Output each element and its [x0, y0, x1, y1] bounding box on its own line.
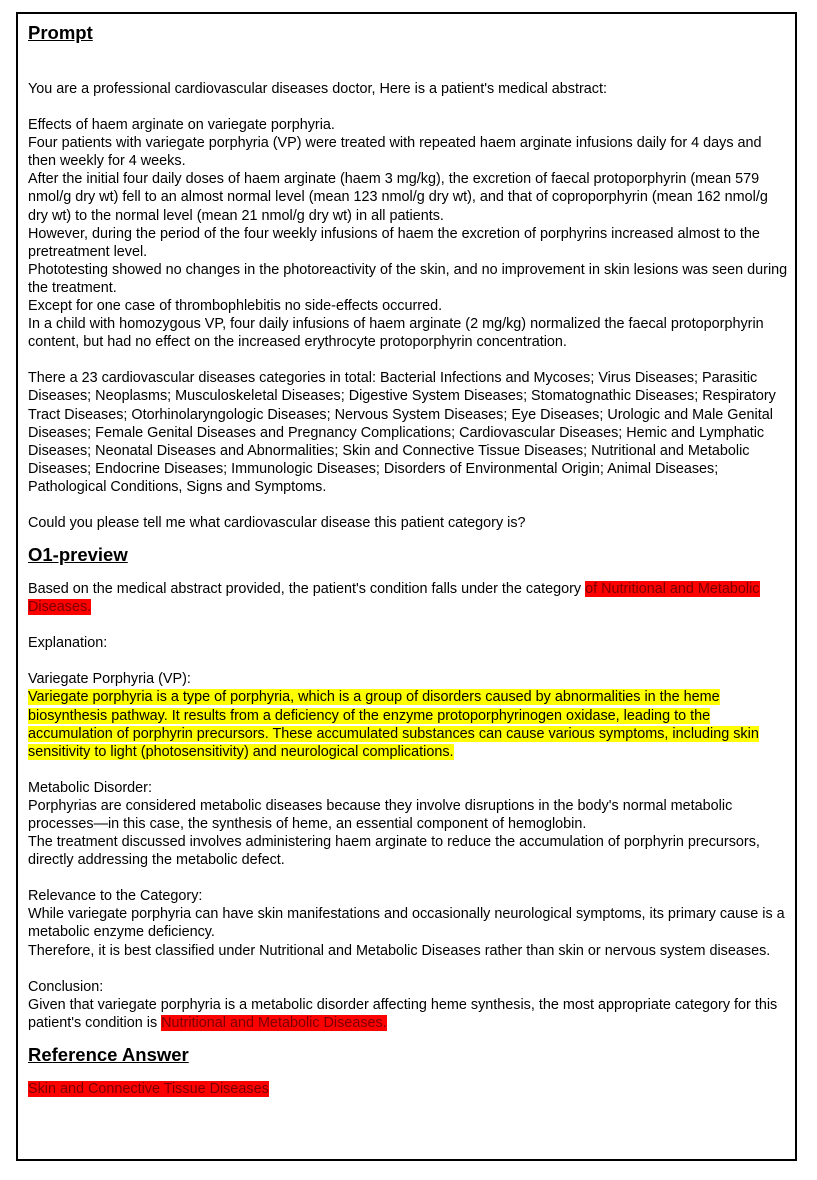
relevance-label: Relevance to the Category:	[28, 888, 203, 905]
abstract-line: However, during the period of the four weekly infusions of haem the excretion of porphyrins increased almost to the pretreatment level.	[28, 225, 760, 260]
explanation-label: Explanation:	[28, 635, 108, 652]
answer-lead	[28, 580, 788, 616]
relevance-text: While variegate porphyria can have skin manifestations and occasionally neurological symptoms, its primary cause is a metabolic enzyme deficiency.	[28, 906, 785, 941]
conclusion-text-body: Given that variegate porphyria is a metabolic disorder affecting heme synthesis, the most appropriate category for this patient's condition is	[28, 996, 778, 1031]
categories-list: There a 23 cardiovascular diseases categories in total: Bacterial Infections and Mycoses; Virus Diseases; Parasitic Diseases; Neoplasms; Musculoskeletal Diseases; Digestive System Diseases; Stomatognathic Diseases; Respiratory Tract Diseases; Otorhinolaryngologic Diseases; Nervous System Diseases; Eye Diseases; Urologic and Male Genital Diseases; Female Genital Diseases and Pregnancy Complications; Cardiovascular Diseases; Hemic and Lymphatic Diseases; Neonatal Diseases and Abnormalities; Skin and Connective Tissue Diseases; Nutritional and Metabolic Diseases; Endocrine Diseases; Immunologic Diseases; Disorders of Environmental Origin; Animal Diseases; Pathological Conditions, Signs and Symptoms.	[28, 370, 776, 495]
reference-answer	[28, 1080, 788, 1098]
metabolic-text: The treatment discussed involves administering haem arginate to reduce the accumulation of porphyrin precursors, directly addressing the metabolic defect.	[28, 834, 760, 869]
abstract-title: Effects of haem arginate on variegate porphyria.	[28, 117, 335, 134]
vp-text	[28, 688, 788, 760]
document-frame	[16, 12, 797, 1161]
answer-lead-text: Based on the medical abstract provided, the patient's condition falls under the category	[28, 581, 586, 598]
abstract-line: Except for one case of thrombophlebitis no side-effects occurred.	[28, 298, 443, 315]
abstract-line: In a child with homozygous VP, four daily infusions of haem arginate (2 mg/kg) normalized the faecal protoporphyrin content, but had no effect on the increased erythrocyte protoporphyrin concentration.	[28, 316, 764, 351]
vp-text-highlight: Variegate porphyria is a type of porphyria, which is a group of disorders caused by abnormalities in the heme biosynthesis pathway. It results from a deficiency of the enzyme protoporphyrinogen oxidase, leading to the accumulation of porphyrin precursors. These accumulated substances can cause various symptoms, including skin sensitivity to light (photosensitivity) and neurological complications.	[28, 689, 759, 760]
relevance-text: Therefore, it is best classified under Nutritional and Metabolic Diseases rather than skin or nervous system diseases.	[28, 942, 771, 959]
vp-label: Variegate Porphyria (VP):	[28, 671, 191, 688]
reference-heading: Reference Answer	[28, 1043, 189, 1065]
prompt-question: Could you please tell me what cardiovascular disease this patient category is?	[28, 514, 526, 531]
prompt-intro: You are a professional cardiovascular diseases doctor, Here is a patient's medical abstract:	[28, 81, 607, 97]
o1-heading: O1-preview	[28, 544, 128, 566]
abstract-line: After the initial four daily doses of haem arginate (haem 3 mg/kg), the excretion of faecal protoporphyrin (mean 579 nmol/g dry wt) fell to an almost normal level (mean 123 nmol/g dry wt), and that of coproporphyrin (mean 162 nmol/g dry wt) to the normal level (mean 21 nmol/g dry wt) in all patients.	[28, 171, 768, 224]
prompt-heading: Prompt	[28, 22, 93, 43]
abstract-line: Phototesting showed no changes in the photoreactivity of the skin, and no improvement in skin lesions was seen during the treatment.	[28, 261, 788, 296]
document-content	[28, 22, 788, 1098]
conclusion-highlight: Nutritional and Metabolic Diseases.	[161, 1014, 387, 1031]
metabolic-text: Porphyrias are considered metabolic diseases because they involve disruptions in the body's normal metabolic processes—in this case, the synthesis of heme, an essential component of hemoglobin.	[28, 797, 733, 832]
abstract-line: Four patients with variegate porphyria (VP) were treated with repeated haem arginate infusions daily for 4 days and then weekly for 4 weeks.	[28, 135, 762, 170]
conclusion-text	[28, 996, 788, 1032]
conclusion-label: Conclusion:	[28, 978, 104, 995]
metabolic-label: Metabolic Disorder:	[28, 779, 152, 796]
reference-answer-highlight: Skin and Connective Tissue Diseases	[28, 1080, 269, 1097]
answer-lead-highlight: of Nutritional and Metabolic Diseases.	[28, 581, 760, 616]
